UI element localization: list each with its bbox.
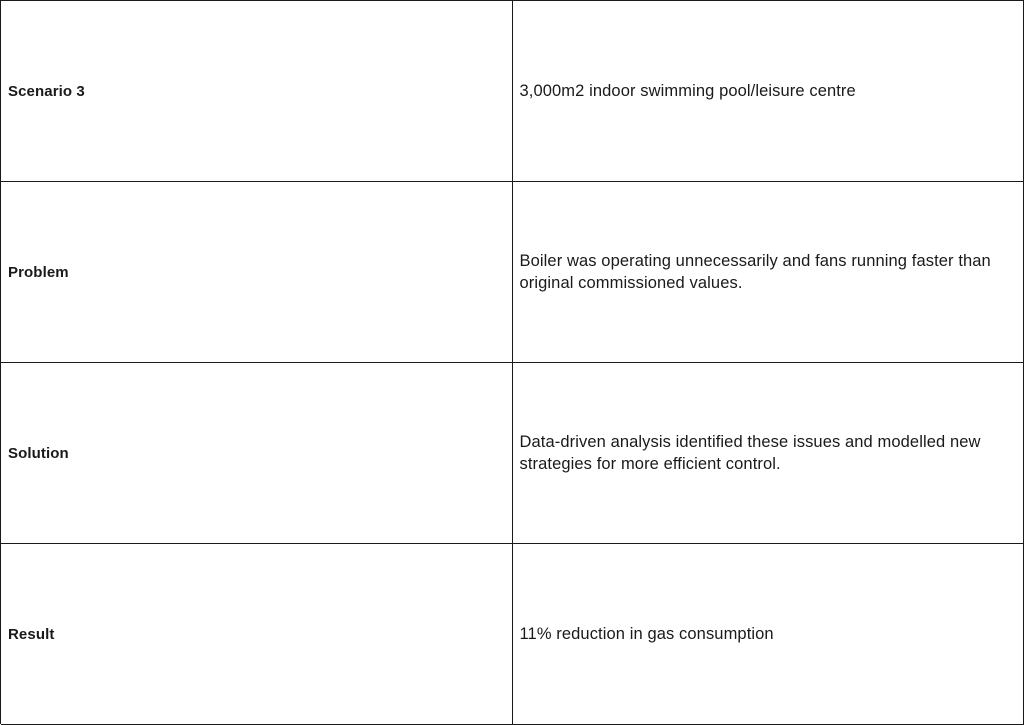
row-label: Problem <box>8 264 69 281</box>
row-label: Scenario 3 <box>8 83 85 100</box>
table-row-problem <box>1 182 1024 363</box>
table-row-scenario <box>1 1 1024 182</box>
row-label-cell <box>1 363 513 544</box>
row-label-cell <box>1 182 513 363</box>
row-label-cell <box>1 544 513 725</box>
row-value: Data-driven analysis identified these issues and modelled new strategies for more efficient control. <box>520 431 1017 475</box>
table-row-solution <box>1 363 1024 544</box>
row-value: 11% reduction in gas consumption <box>520 623 774 645</box>
row-value: 3,000m2 indoor swimming pool/leisure centre <box>520 80 856 102</box>
table-row-result <box>1 544 1024 725</box>
row-value-cell <box>513 1 1024 182</box>
row-label-cell <box>1 1 513 182</box>
row-label: Result <box>8 626 54 643</box>
row-value-cell <box>513 182 1024 363</box>
row-value-cell <box>513 363 1024 544</box>
row-value: Boiler was operating unnecessarily and fans running faster than original commissioned values. <box>520 250 1017 294</box>
row-value-cell <box>513 544 1024 725</box>
row-label: Solution <box>8 445 69 462</box>
